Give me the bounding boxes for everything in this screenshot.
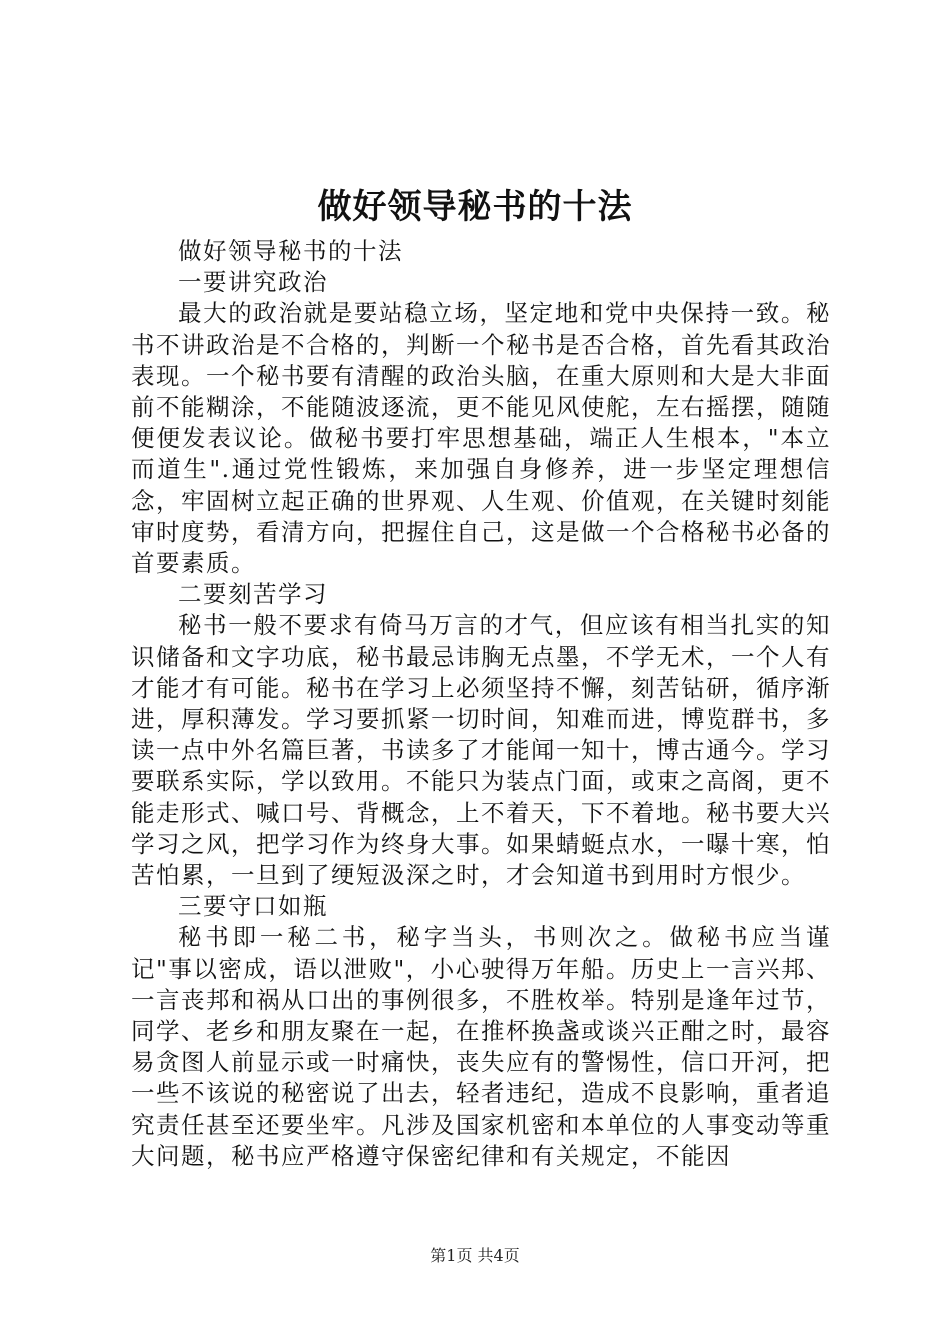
section-heading-2: 二要刻苦学习	[178, 580, 328, 609]
section-heading-1: 一要讲究政治	[178, 268, 328, 297]
document-title: 做好领导秘书的十法	[317, 187, 633, 227]
section-paragraph-1: 最大的政治就是要站稳立场，坚定地和党中央保持一致。秘书不讲政治是不合格的，判断一个秘书是否合格，首先看其政治表现。一个秘书要有清醒的政治头脑，在重大原则和大是大非面前不能糊涂，不能随波逐流，更不能见风使舵，左右摇摆，随随便便发表议论。做秘书要打牢思想基础，端正人生根本，"本立而道生".通过党性锻炼，来加强自身修养，进一步坚定理想信念，牢固树立起正确的世界观、人生观、价值观，在关键时刻能审时度势，看清方向，把握住自己，这是做一个合格秘书必备的首要素质。	[131, 299, 831, 578]
section-heading-3: 三要守口如瓶	[178, 892, 328, 921]
document-body	[131, 236, 831, 1172]
section-paragraph-3: 秘书即一秘二书，秘字当头，书则次之。做秘书应当谨记"事以密成，语以泄败"，小心驶得万年船。历史上一言兴邦、一言丧邦和祸从口出的事例很多，不胜枚举。特别是逢年过节，同学、老乡和朋友聚在一起，在推杯换盏或谈兴正酣之时，最容易贪图人前显示或一时痛快，丧失应有的警惕性，信口开河，把一些不该说的秘密说了出去，轻者违纪，造成不良影响，重者追究责任甚至还要坐牢。凡涉及国家机密和本单位的人事变动等重大问题，秘书应严格遵守保密纪律和有关规定，不能因	[131, 923, 831, 1170]
page-number: 第1页 共4页	[430, 1246, 520, 1265]
body-subtitle: 做好领导秘书的十法	[178, 237, 403, 265]
section-paragraph-2: 秘书一般不要求有倚马万言的才气，但应该有相当扎实的知识储备和文字功底，秘书最忌讳胸无点墨，不学无术，一个人有才能才有可能。秘书在学习上必须坚持不懈，刻苦钻研，循序渐进，厚积薄发。学习要抓紧一切时间，知难而进，博览群书，多读一点中外名篇巨著，书读多了才能闻一知十，博古通今。学习要联系实际，学以致用。不能只为装点门面，或束之高阁，更不能走形式、喊口号、背概念，上不着天，下不着地。秘书要大兴学习之风，把学习作为终身大事。如果蜻蜓点水，一曝十寒，怕苦怕累，一旦到了绠短汲深之时，才会知道书到用时方恨少。	[131, 611, 831, 890]
